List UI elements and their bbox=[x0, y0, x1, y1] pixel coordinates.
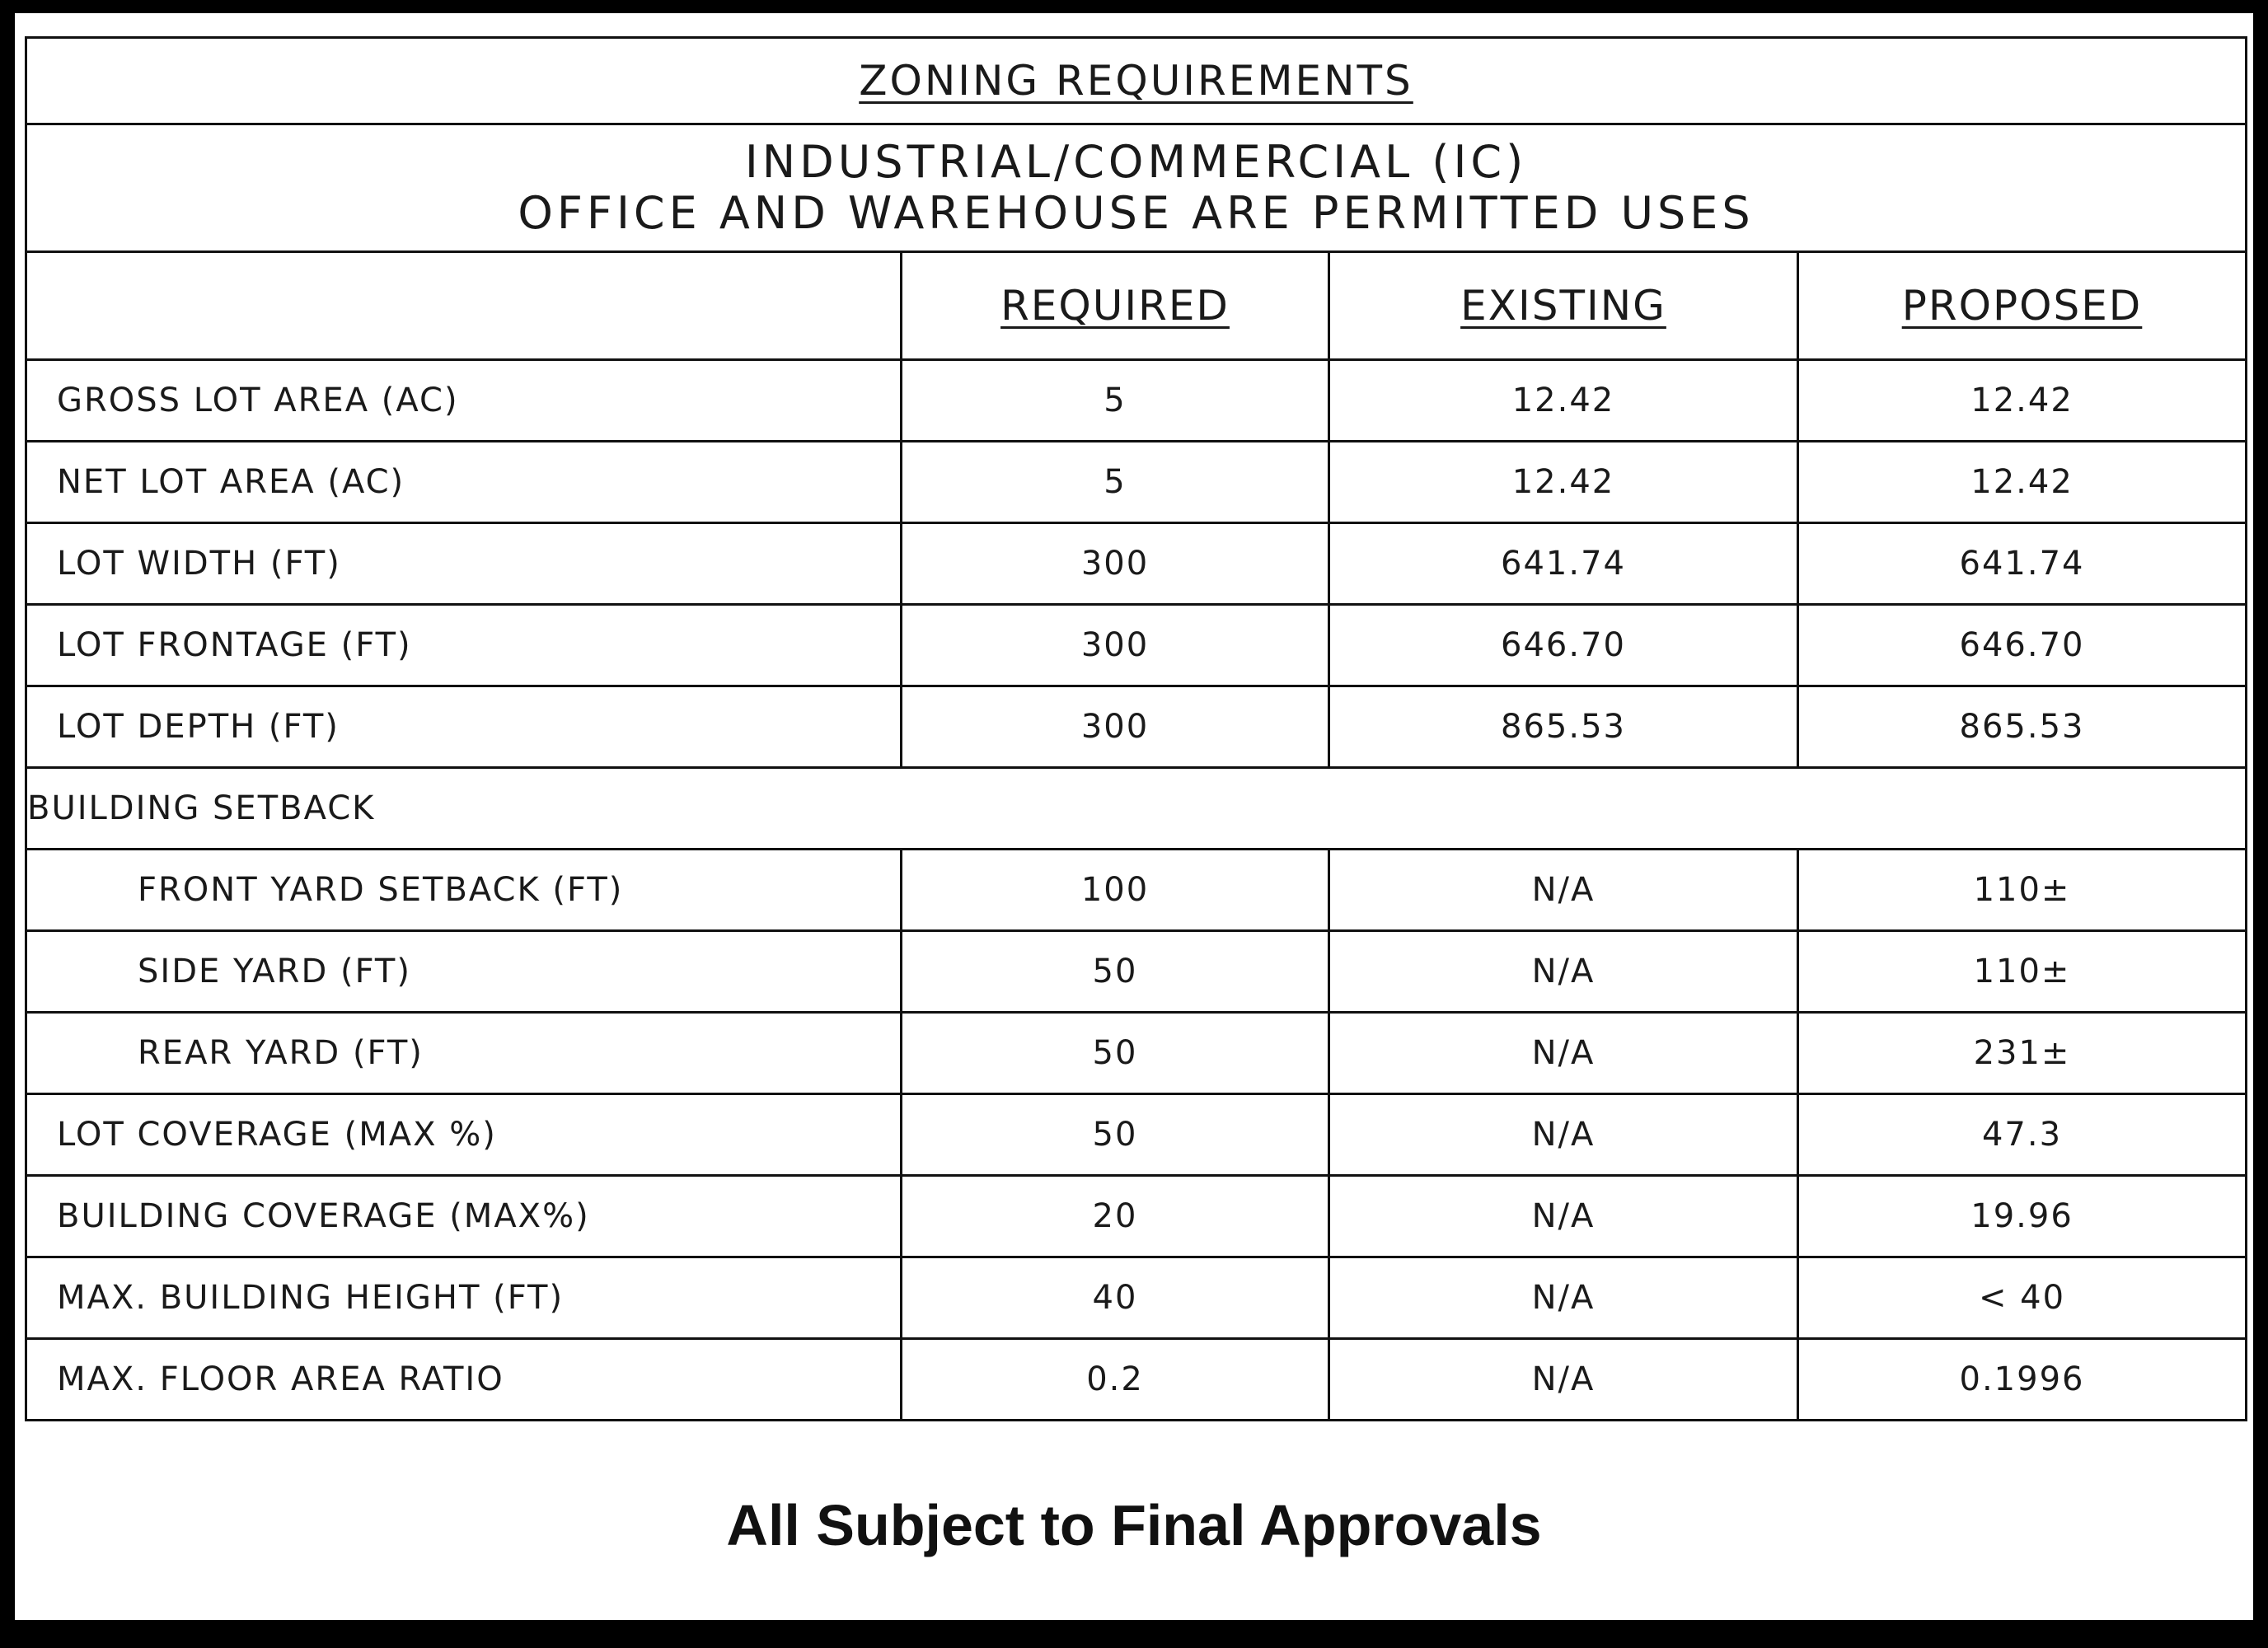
header-existing: EXISTING bbox=[1460, 282, 1666, 330]
header-proposed: PROPOSED bbox=[1901, 282, 2143, 330]
table-row bbox=[26, 1176, 2247, 1257]
table-row bbox=[26, 931, 2247, 1013]
required-value: 300 bbox=[902, 686, 1329, 768]
row-label: MAX. FLOOR AREA RATIO bbox=[26, 1339, 902, 1421]
title-row bbox=[26, 38, 2247, 124]
required-value: 50 bbox=[902, 1013, 1329, 1094]
required-value: 0.2 bbox=[902, 1339, 1329, 1421]
header-required-cell bbox=[902, 252, 1329, 360]
table-row bbox=[26, 850, 2247, 931]
zoning-district-cell bbox=[26, 124, 2247, 252]
row-label: LOT WIDTH (FT) bbox=[26, 523, 902, 605]
row-label: BUILDING COVERAGE (MAX%) bbox=[26, 1176, 902, 1257]
row-label: NET LOT AREA (AC) bbox=[26, 442, 902, 523]
zoning-requirements-table bbox=[25, 36, 2247, 1421]
required-value: 100 bbox=[902, 850, 1329, 931]
row-label: LOT FRONTAGE (FT) bbox=[26, 605, 902, 686]
permitted-uses: OFFICE AND WAREHOUSE ARE PERMITTED USES bbox=[518, 187, 1755, 239]
table-row bbox=[26, 1339, 2247, 1421]
required-value: 300 bbox=[902, 523, 1329, 605]
table-title: ZONING REQUIREMENTS bbox=[859, 57, 1413, 105]
table-row bbox=[26, 1257, 2247, 1339]
table-row bbox=[26, 1094, 2247, 1176]
section-row-building-setback bbox=[26, 768, 2247, 850]
required-value: 20 bbox=[902, 1176, 1329, 1257]
header-proposed-cell bbox=[1798, 252, 2247, 360]
proposed-value: 641.74 bbox=[1798, 523, 2247, 605]
existing-value: N/A bbox=[1329, 931, 1798, 1013]
required-value: 5 bbox=[902, 360, 1329, 442]
proposed-value: 110± bbox=[1798, 931, 2247, 1013]
existing-value: 865.53 bbox=[1329, 686, 1798, 768]
proposed-value: 12.42 bbox=[1798, 442, 2247, 523]
row-label: MAX. BUILDING HEIGHT (FT) bbox=[26, 1257, 902, 1339]
existing-value: N/A bbox=[1329, 1013, 1798, 1094]
required-value: 50 bbox=[902, 1094, 1329, 1176]
approval-footnote: All Subject to Final Approvals bbox=[726, 1493, 1542, 1557]
required-value: 5 bbox=[902, 442, 1329, 523]
proposed-value: 19.96 bbox=[1798, 1176, 2247, 1257]
existing-value: N/A bbox=[1329, 1094, 1798, 1176]
zoning-sheet bbox=[15, 13, 2253, 1620]
proposed-value: 12.42 bbox=[1798, 360, 2247, 442]
header-required: REQUIRED bbox=[1000, 282, 1230, 330]
existing-value: 12.42 bbox=[1329, 360, 1798, 442]
header-blank-cell bbox=[26, 252, 902, 360]
existing-value: N/A bbox=[1329, 1339, 1798, 1421]
proposed-value: 231± bbox=[1798, 1013, 2247, 1094]
table-row bbox=[26, 686, 2247, 768]
row-label: FRONT YARD SETBACK (FT) bbox=[26, 850, 902, 931]
section-label: BUILDING SETBACK bbox=[26, 768, 2247, 850]
proposed-value: 47.3 bbox=[1798, 1094, 2247, 1176]
proposed-value: 646.70 bbox=[1798, 605, 2247, 686]
existing-value: N/A bbox=[1329, 1257, 1798, 1339]
table-row bbox=[26, 360, 2247, 442]
column-header-row bbox=[26, 252, 2247, 360]
existing-value: 646.70 bbox=[1329, 605, 1798, 686]
proposed-value: < 40 bbox=[1798, 1257, 2247, 1339]
row-label: REAR YARD (FT) bbox=[26, 1013, 902, 1094]
row-label: SIDE YARD (FT) bbox=[26, 931, 902, 1013]
existing-value: 12.42 bbox=[1329, 442, 1798, 523]
header-existing-cell bbox=[1329, 252, 1798, 360]
table-row bbox=[26, 523, 2247, 605]
table-row bbox=[26, 442, 2247, 523]
row-label: GROSS LOT AREA (AC) bbox=[26, 360, 902, 442]
existing-value: 641.74 bbox=[1329, 523, 1798, 605]
table-title-cell bbox=[26, 38, 2247, 124]
zoning-district: INDUSTRIAL/COMMERCIAL (IC) bbox=[744, 136, 1528, 188]
required-value: 300 bbox=[902, 605, 1329, 686]
proposed-value: 110± bbox=[1798, 850, 2247, 931]
proposed-value: 865.53 bbox=[1798, 686, 2247, 768]
subtitle-row bbox=[26, 124, 2247, 252]
table-row bbox=[26, 1013, 2247, 1094]
existing-value: N/A bbox=[1329, 850, 1798, 931]
row-label: LOT COVERAGE (MAX %) bbox=[26, 1094, 902, 1176]
row-label: LOT DEPTH (FT) bbox=[26, 686, 902, 768]
proposed-value: 0.1996 bbox=[1798, 1339, 2247, 1421]
required-value: 50 bbox=[902, 931, 1329, 1013]
table-row bbox=[26, 605, 2247, 686]
required-value: 40 bbox=[902, 1257, 1329, 1339]
existing-value: N/A bbox=[1329, 1176, 1798, 1257]
